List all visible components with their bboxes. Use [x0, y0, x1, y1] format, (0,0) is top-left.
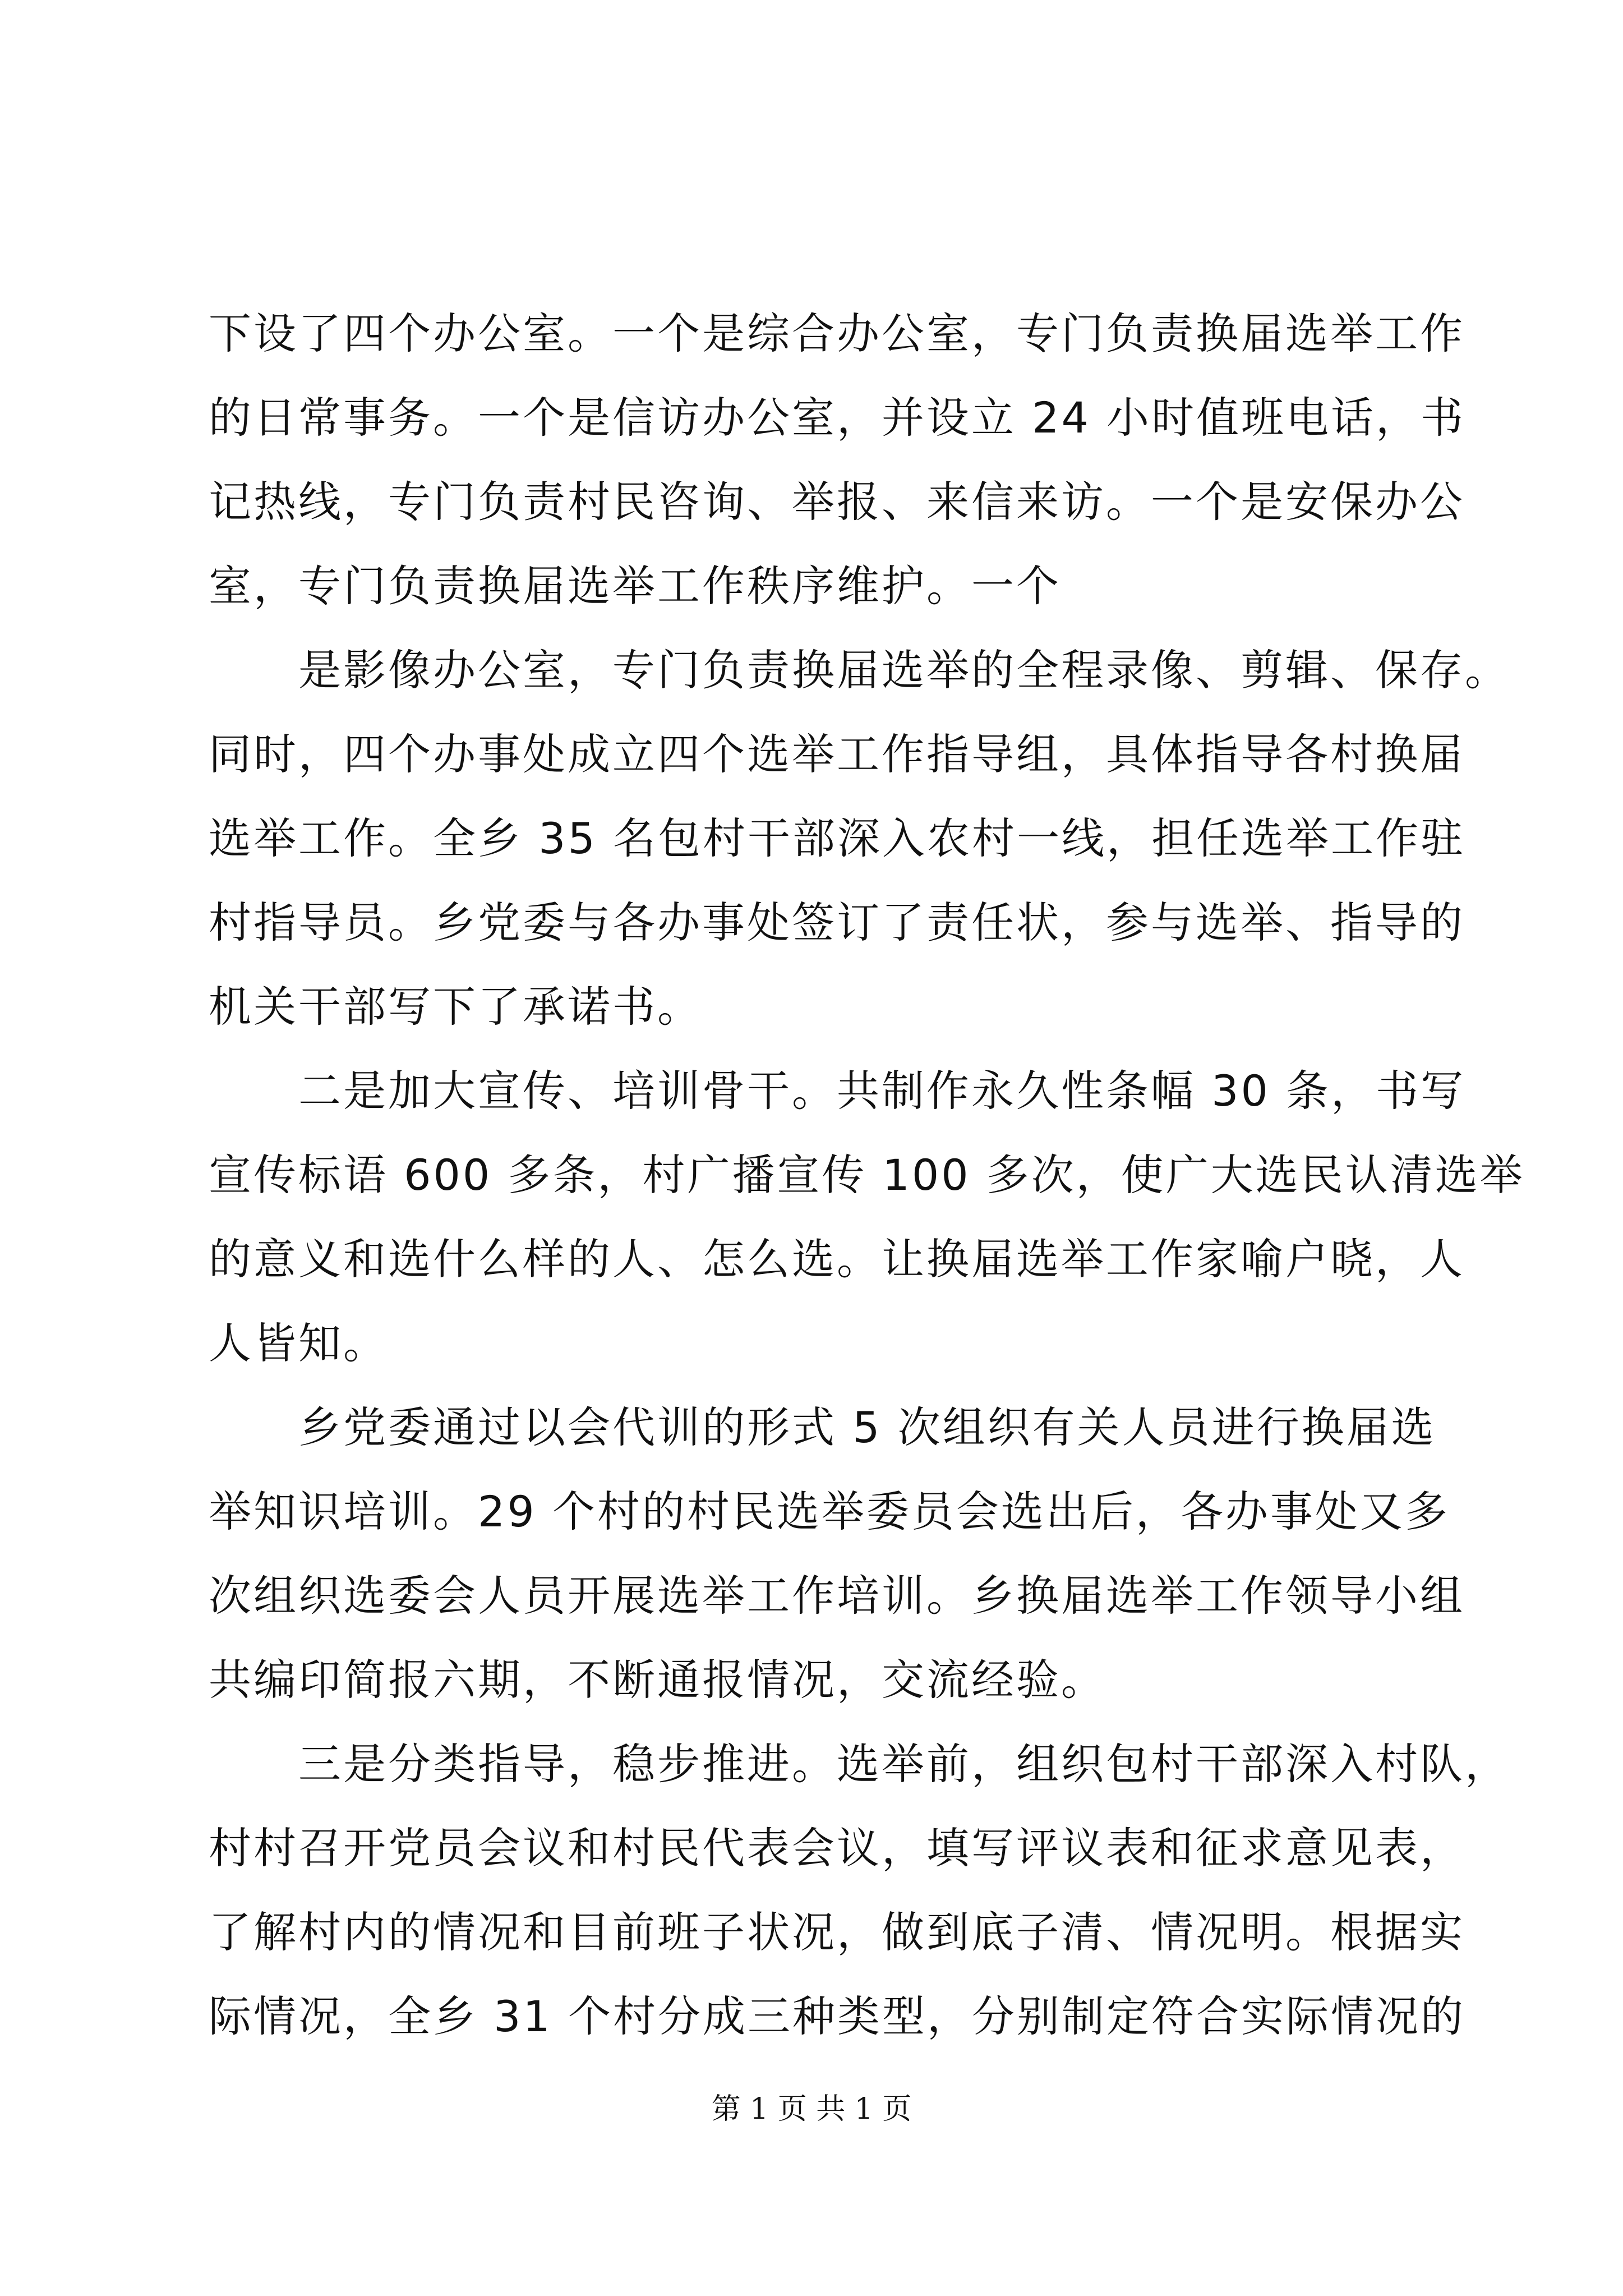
paragraph: [209, 1049, 1525, 1386]
text-line: 村村召开党员会议和村民代表会议，填写评议表和征求意见表，: [209, 1823, 1465, 1873]
paragraph: [209, 1386, 1465, 1722]
text-line: 二是加大宣传、培训骨干。共制作永久性条幅 30 条，书写: [298, 1066, 1466, 1116]
text-line: 了解村内的情况和目前班子状况，做到底子清、情况明。根据实: [209, 1907, 1465, 1957]
text-line: 的日常事务。一个是信访办公室，并设立 24 小时值班电话，书: [209, 393, 1466, 443]
text-line: 同时，四个办事处成立四个选举工作指导组，具体指导各村换届: [209, 729, 1465, 779]
text-line: 乡党委通过以会代训的形式 5 次组织有关人员进行换届选: [298, 1402, 1436, 1452]
page-number-footer: 第 1 页 共 1 页: [711, 2092, 912, 2126]
text-line: 的意义和选什么样的人、怎么选。让换届选举工作家喻户晓，人: [209, 1234, 1465, 1284]
paragraph: [209, 292, 1466, 628]
text-line: 选举工作。全乡 35 名包村干部深入农村一线，担任选举工作驻: [209, 813, 1466, 863]
text-line: 人皆知。: [209, 1318, 388, 1368]
text-line: 村指导员。乡党委与各办事处签订了责任状，参与选举、指导的: [209, 898, 1465, 947]
text-line: 室，专门负责换届选举工作秩序维护。一个: [209, 561, 1061, 611]
text-line: 三是分类指导，稳步推进。选举前，组织包村干部深入村队，: [298, 1739, 1510, 1789]
text-line: 次组织选委会人员开展选举工作培训。乡换届选举工作领导小组: [209, 1571, 1465, 1621]
text-line: 共编印简报六期，不断通报情况，交流经验。: [209, 1655, 1106, 1705]
document-body: [209, 292, 1525, 2059]
text-line: 是影像办公室，专门负责换届选举的全程录像、剪辑、保存。: [298, 645, 1510, 695]
text-line: 宣传标语 600 多条，村广播宣传 100 多次，使广大选民认清选举: [209, 1150, 1525, 1200]
paragraph: [209, 1722, 1510, 2059]
text-line: 举知识培训。29 个村的村民选举委员会选出后，各办事处又多: [209, 1487, 1450, 1536]
text-line: 记热线，专门负责村民咨询、举报、来信来访。一个是安保办公: [209, 477, 1465, 527]
paragraph: [209, 628, 1510, 1049]
text-line: 下设了四个办公室。一个是综合办公室，专门负责换届选举工作: [209, 309, 1465, 358]
text-line: 际情况，全乡 31 个村分成三种类型，分别制定符合实际情况的: [209, 1991, 1466, 2041]
text-line: 机关干部写下了承诺书。: [209, 982, 702, 1032]
